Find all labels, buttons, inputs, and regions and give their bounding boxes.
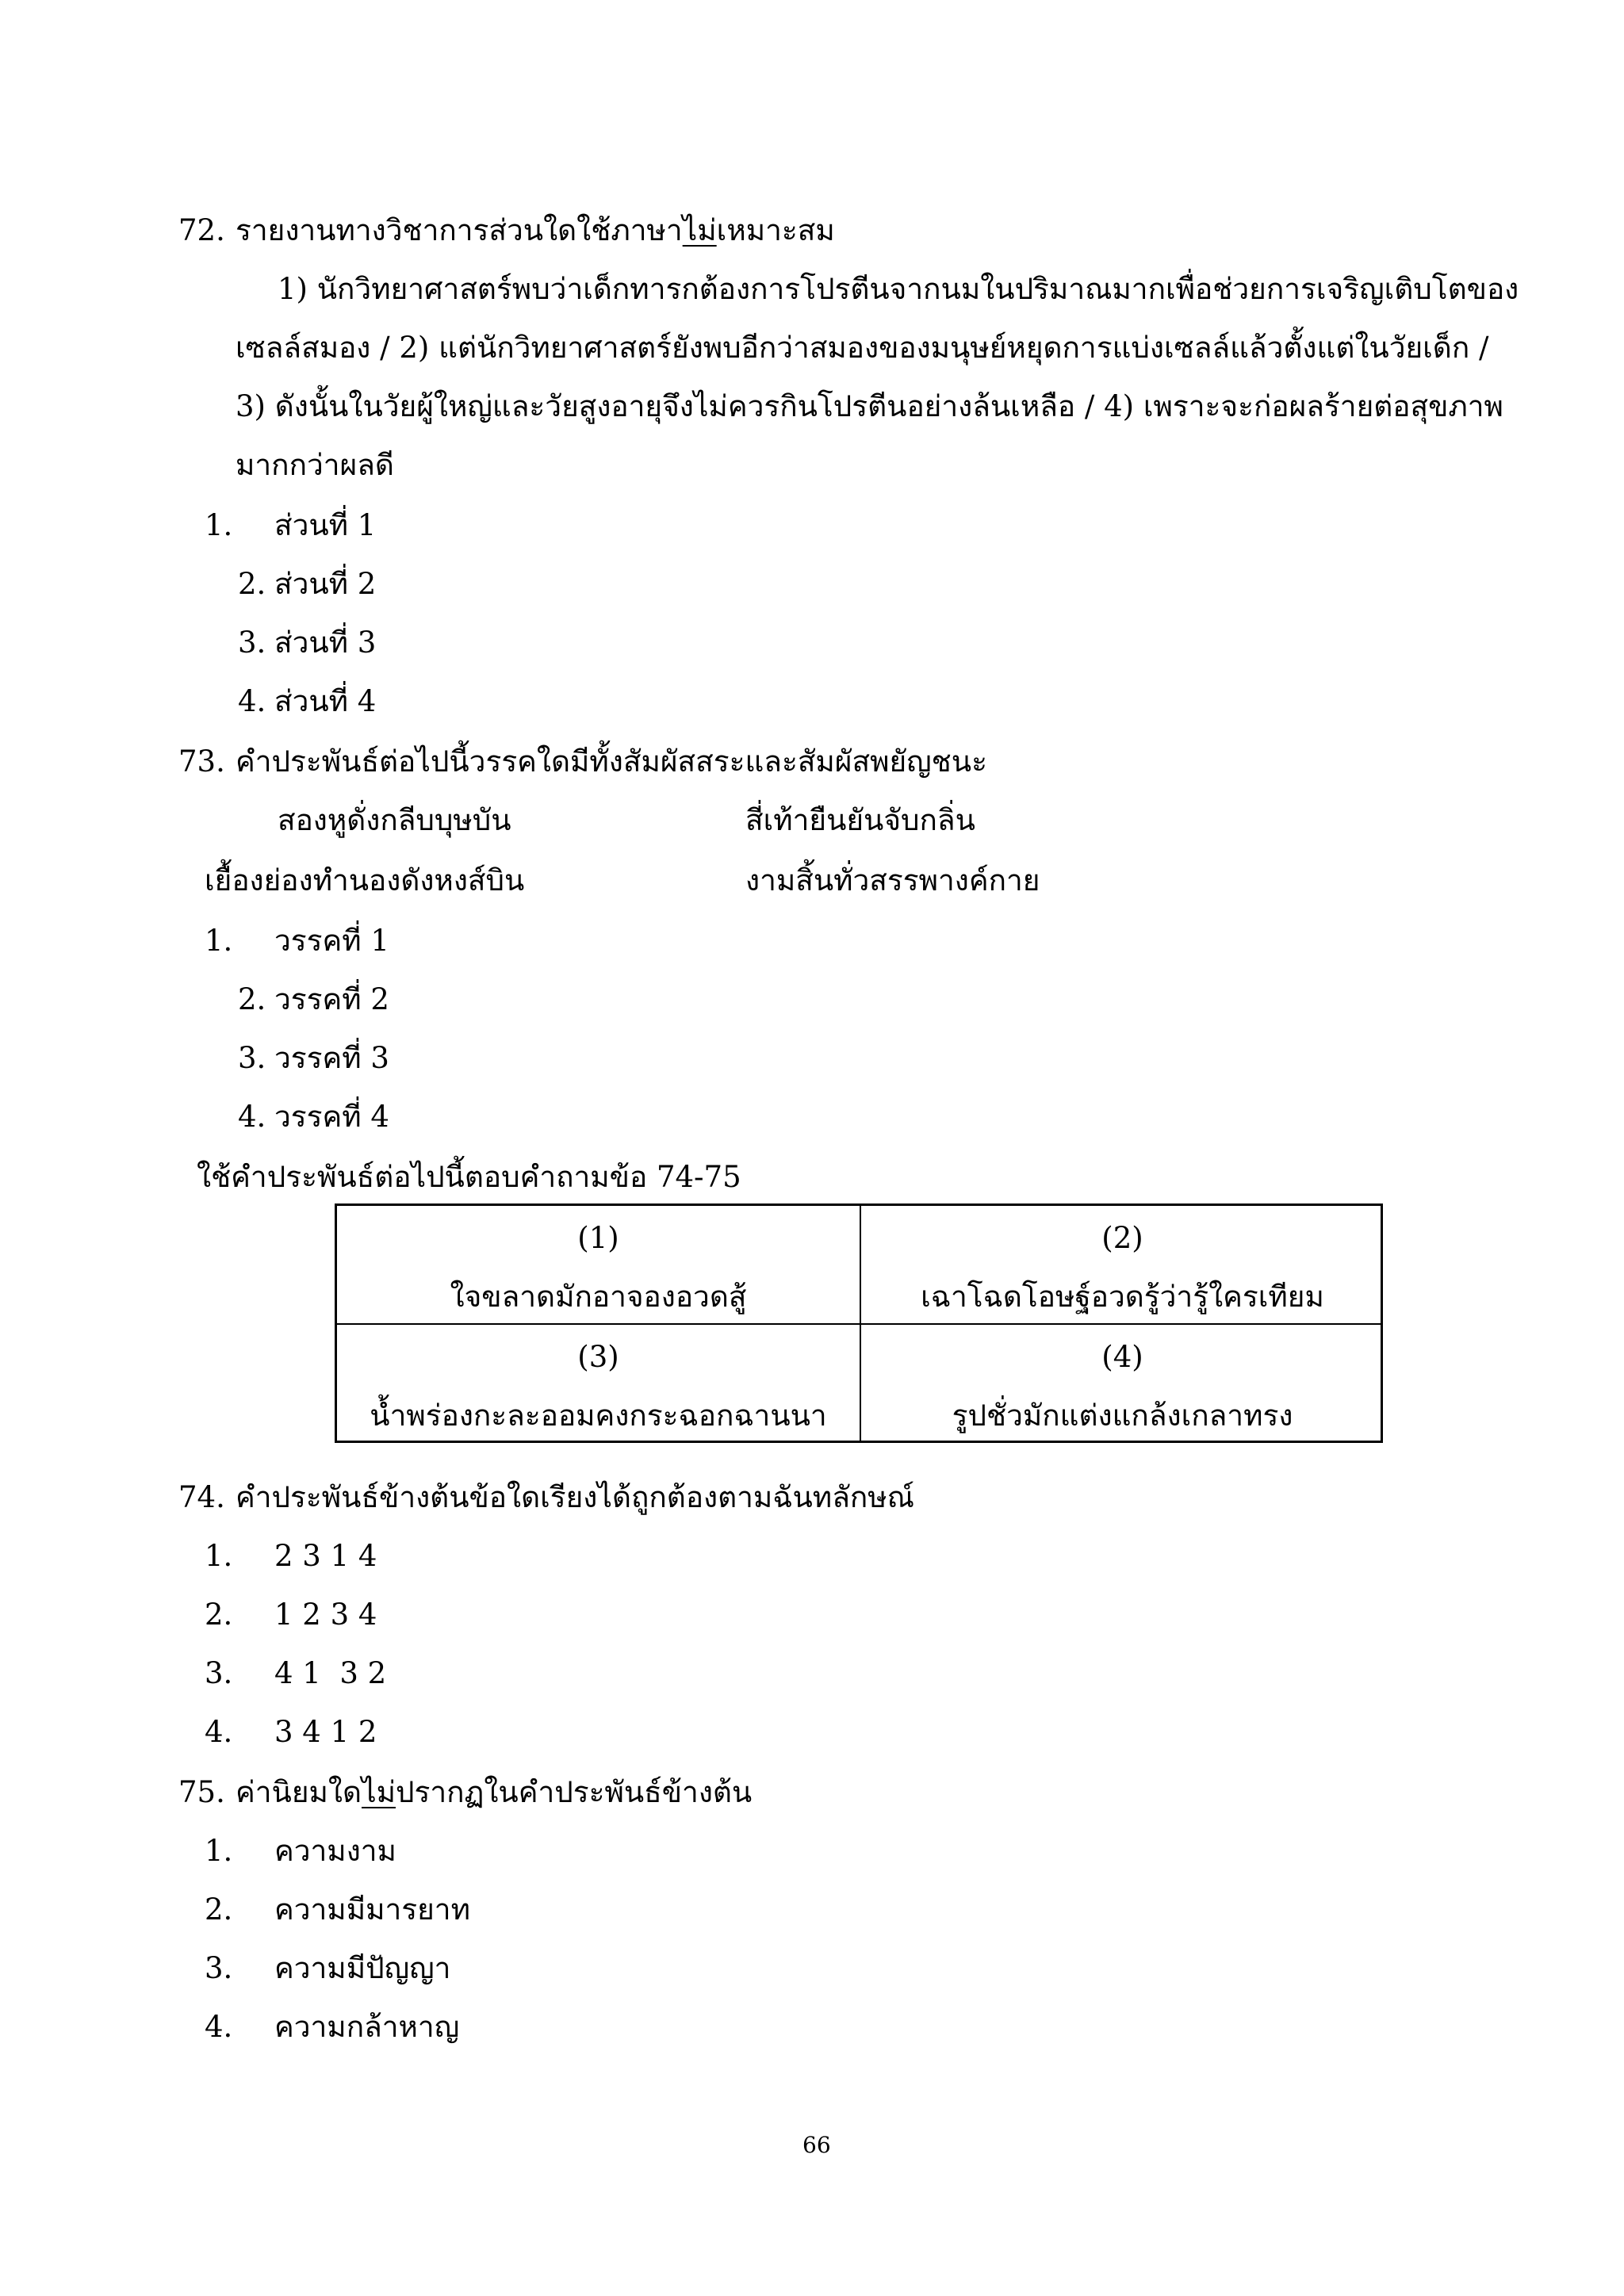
option-number: 3. (238, 1041, 266, 1075)
q72-passage-line-4: มากกว่าผลดี (236, 448, 394, 482)
option-text: ส่วนที่ 3 (274, 626, 377, 660)
option-text: ส่วนที่ 1 (274, 508, 377, 542)
option-text: 2 3 1 4 (274, 1539, 377, 1573)
page-number: 66 (802, 2132, 831, 2158)
poem-table (335, 1203, 1383, 1443)
option-text: วรรคที่ 4 (274, 1100, 389, 1134)
q72-passage-line-2: เซลล์สมอง / 2) แต่นักวิทยาศาสตร์ยังพบอีกว่าสมองของมนุษย์หยุดการแบ่งเซลล์แล้วตั้งแต่ในวัยเด็ก / (236, 331, 1489, 365)
option-text: ความมีมารยาท (274, 1892, 470, 1927)
q73-option-4 (238, 1100, 389, 1134)
q74-option-4 (205, 1715, 377, 1749)
q72-question-post: เหมาะสม (716, 213, 835, 247)
option-number: 3. (238, 626, 266, 660)
poem-cell-2-label: (2) (1101, 1221, 1143, 1255)
q74-question: คำประพันธ์ข้างต้นข้อใดเรียงได้ถูกต้องตามฉันทลักษณ์ (236, 1480, 914, 1514)
poem-cell-3-text: น้ำพร่องกะละออมคงกระฉอกฉานนา (370, 1399, 827, 1433)
q72-number: 72. (178, 213, 225, 247)
q73-number: 73. (178, 744, 225, 779)
option-number: 1. (205, 508, 233, 542)
q75-option-3 (205, 1951, 451, 1985)
option-text: 3 4 1 2 (274, 1715, 377, 1749)
option-number: 1. (205, 1834, 233, 1868)
q73-option-1 (205, 924, 389, 958)
poem-cell-3-label: (3) (577, 1340, 619, 1374)
instruction-text: ใช้คำประพันธ์ต่อไปนี้ตอบคำถามข้อ 74-75 (197, 1160, 741, 1194)
q74-number: 74. (178, 1480, 225, 1514)
q75-number: 75. (178, 1775, 225, 1809)
option-number: 1. (205, 924, 233, 958)
option-text: ความมีปัญญา (274, 1951, 451, 1985)
q72-passage-line-1: 1) นักวิทยาศาสตร์พบว่าเด็กทารกต้องการโปรตีนจากนมในปริมาณมากเพื่อช่วยการเจริญเติบโตของ (278, 272, 1519, 306)
option-number: 2. (238, 982, 266, 1016)
q75-option-4 (205, 2010, 460, 2044)
q72-question-pre: รายงานทางวิชาการส่วนใดใช้ภาษา (236, 213, 683, 247)
option-number: 3. (205, 1951, 233, 1985)
option-number: 2. (205, 1598, 233, 1632)
q75-question-underlined: ไม่ (361, 1775, 396, 1809)
q72-question-underlined: ไม่ (682, 213, 717, 247)
q75-question (236, 1777, 752, 1807)
option-number: 1. (205, 1539, 233, 1573)
q75-option-2 (205, 1892, 470, 1927)
option-number: 4. (238, 1100, 266, 1134)
option-text: ส่วนที่ 4 (274, 684, 377, 718)
q74-option-2 (205, 1598, 377, 1632)
q72-option-2 (238, 567, 377, 601)
q74-option-3 (205, 1656, 387, 1690)
q73-verse-2-right: งามสิ้นทั่วสรรพางค์กาย (745, 863, 1040, 897)
q73-option-3 (238, 1041, 389, 1075)
poem-cell-1-label: (1) (577, 1221, 619, 1255)
poem-cell-2-text: เฉาโฉดโอษฐ์อวดรู้ว่ารู้ใครเทียม (921, 1280, 1324, 1314)
option-number: 2. (205, 1892, 233, 1927)
option-number: 4. (205, 2010, 233, 2044)
q75-option-1 (205, 1834, 396, 1868)
q73-verse-2-left: เยื้องย่องทำนองดังหงส์บิน (205, 863, 525, 897)
option-number: 4. (238, 684, 266, 718)
q72-passage-line-3: 3) ดังนั้นในวัยผู้ใหญ่และวัยสูงอายุจึงไม่ควรกินโปรตีนอย่างล้นเหลือ / 4) เพราะจะก่อผลร้ายต่อสุขภาพ (236, 389, 1503, 423)
poem-cell-1-text: ใจขลาดมักอาจองอวดสู้ (450, 1280, 747, 1314)
q72-option-4 (238, 684, 377, 718)
q74-option-1 (205, 1539, 377, 1573)
option-text: ความงาม (274, 1834, 396, 1868)
q73-verse-1-left: สองหูดั่งกลีบบุษบัน (278, 803, 511, 837)
q73-option-2 (238, 982, 389, 1016)
option-text: วรรคที่ 2 (274, 982, 389, 1016)
poem-cell-4-label: (4) (1101, 1340, 1143, 1374)
option-text: ส่วนที่ 2 (274, 567, 377, 601)
q72-option-1 (205, 508, 377, 542)
q75-question-post: ปรากฏในคำประพันธ์ข้างต้น (395, 1775, 753, 1809)
option-text: วรรคที่ 3 (274, 1041, 389, 1075)
option-text: วรรคที่ 1 (274, 924, 389, 958)
option-text: 4 1 3 2 (274, 1656, 387, 1690)
option-number: 3. (205, 1656, 233, 1690)
q75-question-pre: ค่านิยมใด (236, 1775, 362, 1809)
q73-verse-1-right: สี่เท้ายืนยันจับกลิ่น (745, 803, 975, 837)
table-divider-horizontal (337, 1323, 1381, 1325)
q72-question (236, 213, 835, 247)
q72-option-3 (238, 626, 377, 660)
poem-cell-4-text: รูปชั่วมักแต่งแกล้งเกลาทรง (952, 1399, 1293, 1433)
q73-question: คำประพันธ์ต่อไปนี้วรรคใดมีทั้งสัมผัสสระและสัมผัสพยัญชนะ (236, 744, 987, 779)
option-text: ความกล้าหาญ (274, 2010, 460, 2044)
option-text: 1 2 3 4 (274, 1598, 377, 1632)
option-number: 2. (238, 567, 266, 601)
option-number: 4. (205, 1715, 233, 1749)
